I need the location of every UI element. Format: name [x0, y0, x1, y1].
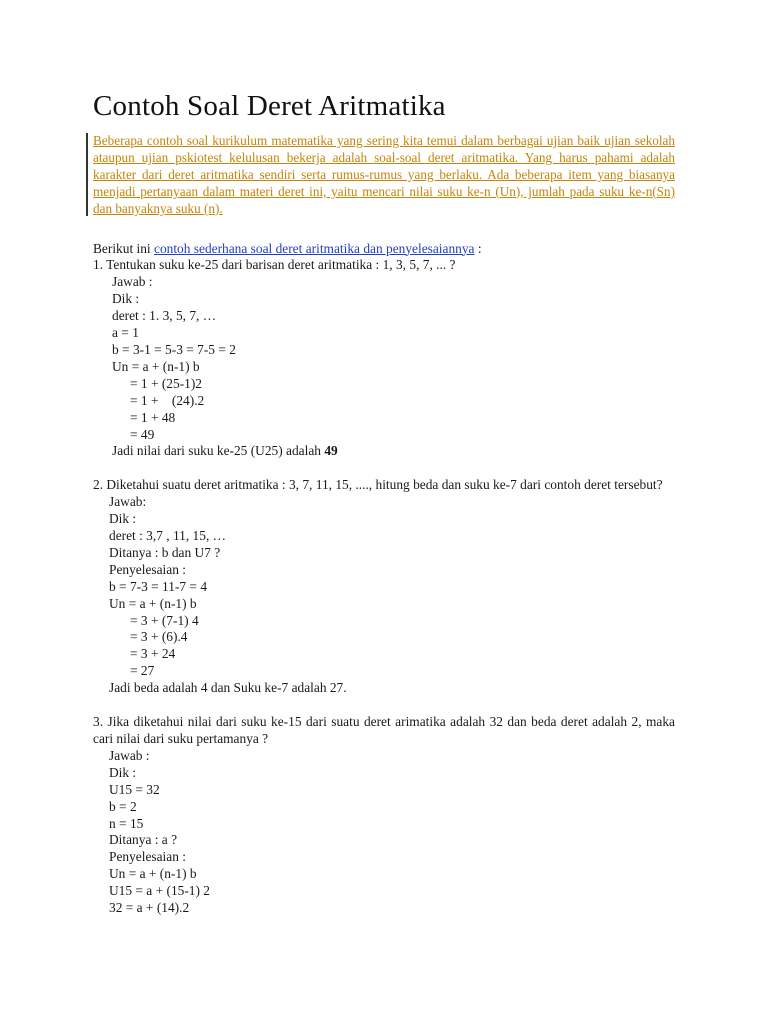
q2-line: deret : 3,7 , 11, 15, …: [109, 528, 227, 544]
lead-link[interactable]: contoh sederhana soal deret aritmatika dan penyelesaiannya: [154, 240, 475, 256]
q2-step: = 3 + (6).4: [130, 629, 188, 645]
q1-line: Un = a + (n-1) b: [112, 358, 200, 374]
intro-block: [93, 133, 675, 218]
q3-line: U15 = a + (15-1) 2: [109, 883, 211, 899]
q2-answer: Jadi beda adalah 4 dan Suku ke-7 adalah 27.: [109, 680, 347, 696]
q1-step: = 1 + (25-1)2: [130, 375, 203, 391]
q2-line: Jawab:: [109, 494, 147, 510]
spacer: [93, 460, 675, 477]
q3-line: n = 15: [109, 815, 144, 831]
lead-prefix: Berikut ini: [93, 240, 154, 256]
q1-answer: [93, 443, 675, 460]
q3-line: Jawab :: [109, 747, 150, 763]
q3-question: 3. Jika diketahui nilai dari suku ke-15 dari suatu deret arimatika adalah 32 dan beda deret adalah 2, maka cari nilai dari suku pertamanya ?: [93, 714, 675, 746]
q1-line: a = 1: [112, 325, 139, 341]
quote-bar: [86, 133, 88, 216]
q1-step: = 1 + 48: [130, 409, 176, 425]
q1-step: = 49: [130, 426, 155, 442]
q3-line: Penyelesaian :: [109, 849, 186, 865]
spacer: [93, 697, 675, 714]
q2-question: 2. Diketahui suatu deret aritmatika : 3, 7, 11, 15, ...., hitung beda dan suku ke-7 dari contoh deret tersebut?: [93, 477, 663, 493]
q3-line: Dik :: [109, 764, 137, 780]
q1-step: = 1 + (24).2: [130, 392, 205, 408]
q2-step: = 3 + 24: [130, 646, 176, 662]
q1-question: 1. Tentukan suku ke-25 dari barisan deret aritmatika : 1, 3, 5, 7, ... ?: [93, 257, 456, 273]
q1-answer-text: Jadi nilai dari suku ke-25 (U25) adalah: [112, 443, 325, 459]
q2-line: Ditanya : b dan U7 ?: [109, 544, 221, 560]
q3-line: U15 = 32: [109, 781, 160, 797]
q1-line: b = 3-1 = 5-3 = 7-5 = 2: [112, 341, 236, 357]
q3-line: Ditanya : a ?: [109, 832, 178, 848]
lead-paragraph: [93, 241, 675, 258]
q2-line: b = 7-3 = 11-7 = 4: [109, 578, 208, 594]
page-title: Contoh Soal Deret Aritmatika: [93, 90, 446, 122]
q2-line: Penyelesaian :: [109, 561, 186, 577]
q2-line: Dik :: [109, 511, 137, 527]
q3-line: Un = a + (n-1) b: [109, 866, 197, 882]
intro-paragraph[interactable]: Beberapa contoh soal kurikulum matematika yang sering kita temui dalam berbagai ujian baik ujian sekolah ataupun ujian pskiotest kelulusan bekerja adalah soal-soal deret aritmatika. Yang harus pahami adalah karakter dari deret aritmatika sendiri serta rumus-rumus yang berlaku. Ada beberapa item yang biasanya menjadi pertanyaan dalam materi deret ini, yaitu mencari nilai suku ke-n (Un), jumlah pada suku ke-n(Sn) dan banyaknya suku (n).: [93, 133, 675, 216]
q1-line: Jawab :: [112, 274, 153, 290]
q2-line: Un = a + (n-1) b: [109, 595, 197, 611]
document-page: [93, 84, 675, 917]
q1-line: deret : 1. 3, 5, 7, …: [112, 308, 217, 324]
q3-line: 32 = a + (14).2: [109, 900, 190, 916]
q1-answer-value: 49: [324, 443, 338, 459]
q1-line: Dik :: [112, 291, 140, 307]
q2-step: = 3 + (7-1) 4: [130, 612, 199, 628]
q2-step: = 27: [130, 663, 155, 679]
lead-suffix: :: [474, 240, 482, 256]
q3-line: b = 2: [109, 798, 137, 814]
